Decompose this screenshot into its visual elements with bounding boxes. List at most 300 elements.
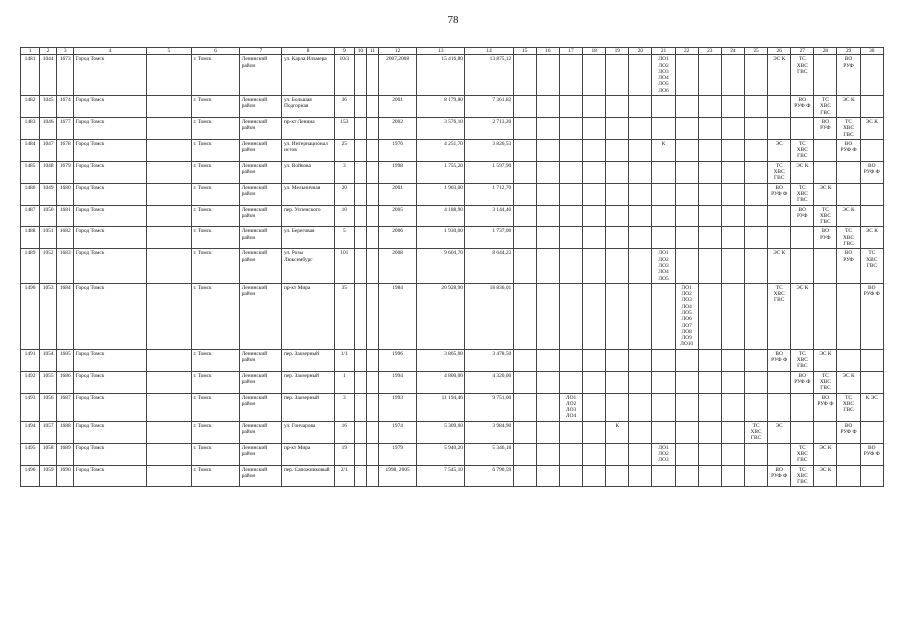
table-cell-col-16 xyxy=(536,227,559,249)
table-cell-col-11 xyxy=(366,249,378,283)
table-cell-col-10 xyxy=(354,393,366,421)
table-cell-col-9: 1/1 xyxy=(334,349,354,371)
column-number-25: 25 xyxy=(744,48,767,55)
table-cell-col-17 xyxy=(559,349,582,371)
table-cell-col-27: ТС ХВС ГВС xyxy=(791,465,814,487)
table-cell-col-6: г. Томск xyxy=(191,227,239,249)
table-cell-col-23 xyxy=(698,55,721,96)
table-cell-col-26: ЭС xyxy=(768,421,791,443)
table-cell-col-10 xyxy=(354,227,366,249)
table-cell-col-2: 1047 xyxy=(40,139,57,161)
table-cell-col-25: ТС ХВС ГВС xyxy=(744,421,767,443)
table-cell-col-1: 1495 xyxy=(21,443,40,465)
table-cell-col-14: 8 644,23 xyxy=(465,249,513,283)
table-cell-col-27 xyxy=(791,117,814,139)
table-cell-col-9: 20 xyxy=(334,183,354,205)
table-cell-col-20 xyxy=(629,139,652,161)
table-cell-col-27 xyxy=(791,249,814,283)
table-cell-col-7: Ленинский район xyxy=(240,249,282,283)
table-cell-col-7: Ленинский район xyxy=(240,393,282,421)
table-cell-col-24 xyxy=(721,55,744,96)
table-cell-col-16 xyxy=(536,139,559,161)
register-rows xyxy=(21,55,884,487)
table-cell-col-11 xyxy=(366,465,378,487)
table-cell-col-19 xyxy=(606,227,629,249)
table-cell-col-17 xyxy=(559,227,582,249)
table-cell-col-29: ВО РУФ xyxy=(837,249,860,283)
table-cell-col-27: ТС ХВС ГВС xyxy=(791,183,814,205)
table-cell-col-15 xyxy=(513,421,536,443)
table-cell-col-15 xyxy=(513,96,536,118)
table-cell-col-14: 4 320,00 xyxy=(465,371,513,393)
table-cell-col-8: ул. Карла Ильмера xyxy=(282,55,334,96)
table-cell-col-15 xyxy=(513,393,536,421)
table-cell-col-12: 2008 xyxy=(378,249,416,283)
table-cell-col-23 xyxy=(698,139,721,161)
table-cell-col-23 xyxy=(698,465,721,487)
table-cell-col-5 xyxy=(146,371,191,393)
table-cell-col-29 xyxy=(837,283,860,349)
table-cell-col-25 xyxy=(744,183,767,205)
table-cell-col-2: 1052 xyxy=(40,249,57,283)
table-cell-col-19 xyxy=(606,205,629,227)
table-cell-col-4: Город Томск xyxy=(74,139,146,161)
table-cell-col-25 xyxy=(744,205,767,227)
table-cell-col-24 xyxy=(721,465,744,487)
table-cell-col-17 xyxy=(559,249,582,283)
table-cell-col-10 xyxy=(354,249,366,283)
table-cell-col-6: г. Томск xyxy=(191,55,239,96)
table-cell-col-18 xyxy=(583,227,606,249)
table-cell-col-11 xyxy=(366,283,378,349)
table-cell-col-15 xyxy=(513,349,536,371)
table-cell-col-30 xyxy=(860,371,883,393)
table-cell-col-20 xyxy=(629,283,652,349)
table-cell-col-12: 2007,2008 xyxy=(378,55,416,96)
table-cell-col-19 xyxy=(606,96,629,118)
table-cell-col-21 xyxy=(652,117,675,139)
table-cell-col-3: 1678 xyxy=(57,139,74,161)
table-cell-col-6: г. Томск xyxy=(191,349,239,371)
table-cell-col-26: ЭС К xyxy=(768,55,791,96)
table-row xyxy=(21,249,884,283)
column-number-27: 27 xyxy=(791,48,814,55)
table-cell-col-13: 3 576,10 xyxy=(417,117,465,139)
table-cell-col-2: 1056 xyxy=(40,393,57,421)
table-cell-col-25 xyxy=(744,139,767,161)
table-cell-col-7: Ленинский район xyxy=(240,371,282,393)
table-cell-col-1: 1490 xyxy=(21,283,40,349)
table-cell-col-1: 1488 xyxy=(21,227,40,249)
table-cell-col-14: 7 361,82 xyxy=(465,96,513,118)
table-cell-col-7: Ленинский район xyxy=(240,183,282,205)
table-cell-col-17 xyxy=(559,139,582,161)
table-cell-col-14: 1 737,00 xyxy=(465,227,513,249)
table-cell-col-15 xyxy=(513,161,536,183)
column-number-17: 17 xyxy=(559,48,582,55)
table-cell-col-13: 5 940,20 xyxy=(417,443,465,465)
table-cell-col-4: Город Томск xyxy=(74,183,146,205)
table-cell-col-18 xyxy=(583,183,606,205)
table-cell-col-10 xyxy=(354,443,366,465)
table-cell-col-16 xyxy=(536,393,559,421)
table-cell-col-8: пер. Успенского xyxy=(282,205,334,227)
table-cell-col-25 xyxy=(744,371,767,393)
table-cell-col-15 xyxy=(513,227,536,249)
table-cell-col-27: ТС ХВС ГВС xyxy=(791,443,814,465)
table-cell-col-29 xyxy=(837,443,860,465)
table-cell-col-19 xyxy=(606,161,629,183)
table-cell-col-22 xyxy=(675,371,698,393)
table-cell-col-19 xyxy=(606,443,629,465)
table-cell-col-17 xyxy=(559,283,582,349)
table-cell-col-4: Город Томск xyxy=(74,249,146,283)
table-cell-col-24 xyxy=(721,183,744,205)
table-cell-col-23 xyxy=(698,349,721,371)
table-cell-col-11 xyxy=(366,117,378,139)
table-cell-col-5 xyxy=(146,55,191,96)
table-cell-col-30: ТС ХВС ГВС xyxy=(860,249,883,283)
table-cell-col-21: ЛО1 ЛО2 ЛО3 ЛО4 ЛО5 ЛО6 xyxy=(652,55,675,96)
table-cell-col-16 xyxy=(536,55,559,96)
table-cell-col-27: ЭС К xyxy=(791,161,814,183)
table-cell-col-28: ВО РУФ xyxy=(814,227,837,249)
table-cell-col-22 xyxy=(675,161,698,183)
table-cell-col-24 xyxy=(721,205,744,227)
table-cell-col-11 xyxy=(366,443,378,465)
table-cell-col-5 xyxy=(146,227,191,249)
table-cell-col-20 xyxy=(629,161,652,183)
table-cell-col-29: ВО РУФ Ф xyxy=(837,421,860,443)
table-cell-col-2: 1055 xyxy=(40,371,57,393)
table-cell-col-7: Ленинский район xyxy=(240,421,282,443)
table-row xyxy=(21,117,884,139)
table-cell-col-13: 1 930,00 xyxy=(417,227,465,249)
table-cell-col-11 xyxy=(366,161,378,183)
table-row xyxy=(21,283,884,349)
table-cell-col-13: 4 251,70 xyxy=(417,139,465,161)
table-cell-col-6: г. Томск xyxy=(191,283,239,349)
table-cell-col-26: ТС ХВС ГВС xyxy=(768,283,791,349)
table-cell-col-11 xyxy=(366,393,378,421)
table-cell-col-20 xyxy=(629,371,652,393)
table-cell-col-9: 2/1 xyxy=(334,465,354,487)
table-cell-col-21: ЛО1 ЛО2 ЛО3 ЛО4 ЛО5 xyxy=(652,249,675,283)
table-cell-col-20 xyxy=(629,465,652,487)
table-cell-col-30 xyxy=(860,96,883,118)
table-cell-col-15 xyxy=(513,283,536,349)
table-cell-col-11 xyxy=(366,183,378,205)
table-cell-col-30 xyxy=(860,349,883,371)
table-cell-col-27 xyxy=(791,227,814,249)
table-cell-col-22 xyxy=(675,227,698,249)
table-cell-col-30: К ЭС xyxy=(860,393,883,421)
table-cell-col-18 xyxy=(583,393,606,421)
table-cell-col-7: Ленинский район xyxy=(240,283,282,349)
table-cell-col-23 xyxy=(698,393,721,421)
table-cell-col-13: 1 903,00 xyxy=(417,183,465,205)
table-cell-col-12: 2001 xyxy=(378,183,416,205)
table-cell-col-11 xyxy=(366,349,378,371)
table-cell-col-15 xyxy=(513,465,536,487)
table-cell-col-29: ВО РУФ Ф xyxy=(837,139,860,161)
table-cell-col-7: Ленинский район xyxy=(240,161,282,183)
table-cell-col-18 xyxy=(583,371,606,393)
table-cell-col-2: 1059 xyxy=(40,465,57,487)
table-cell-col-28: ТС ХВС ГВС xyxy=(814,205,837,227)
table-cell-col-21 xyxy=(652,371,675,393)
table-cell-col-15 xyxy=(513,249,536,283)
table-cell-col-9: 19 xyxy=(334,443,354,465)
table-cell-col-30 xyxy=(860,55,883,96)
table-cell-col-12: 1998 xyxy=(378,161,416,183)
table-row xyxy=(21,139,884,161)
table-cell-col-12: 1979 xyxy=(378,443,416,465)
table-cell-col-21 xyxy=(652,349,675,371)
table-cell-col-3: 1689 xyxy=(57,443,74,465)
table-cell-col-4: Город Томск xyxy=(74,421,146,443)
column-number-6: 6 xyxy=(191,48,239,55)
table-cell-col-5 xyxy=(146,349,191,371)
column-number-20: 20 xyxy=(629,48,652,55)
table-cell-col-2: 1048 xyxy=(40,161,57,183)
table-cell-col-10 xyxy=(354,421,366,443)
table-row xyxy=(21,227,884,249)
column-number-18: 18 xyxy=(583,48,606,55)
table-cell-col-7: Ленинский район xyxy=(240,443,282,465)
table-cell-col-25 xyxy=(744,443,767,465)
table-cell-col-18 xyxy=(583,139,606,161)
table-cell-col-22 xyxy=(675,349,698,371)
column-number-30: 30 xyxy=(860,48,883,55)
table-cell-col-17 xyxy=(559,421,582,443)
table-cell-col-2: 1045 xyxy=(40,96,57,118)
table-cell-col-1: 1494 xyxy=(21,421,40,443)
table-cell-col-10 xyxy=(354,183,366,205)
table-cell-col-29: ВО РУФ xyxy=(837,55,860,96)
table-cell-col-26: ЭС xyxy=(768,139,791,161)
table-cell-col-19 xyxy=(606,393,629,421)
table-cell-col-29: ЭС К xyxy=(837,371,860,393)
table-cell-col-23 xyxy=(698,117,721,139)
table-cell-col-13: 4 188,90 xyxy=(417,205,465,227)
table-cell-col-3: 1684 xyxy=(57,283,74,349)
table-cell-col-9: 1 xyxy=(334,371,354,393)
table-cell-col-5 xyxy=(146,393,191,421)
table-cell-col-30 xyxy=(860,465,883,487)
table-cell-col-5 xyxy=(146,161,191,183)
table-cell-col-28: ВО РУФ Ф xyxy=(814,393,837,421)
table-cell-col-18 xyxy=(583,465,606,487)
table-cell-col-1: 1489 xyxy=(21,249,40,283)
table-cell-col-7: Ленинский район xyxy=(240,139,282,161)
table-cell-col-23 xyxy=(698,249,721,283)
table-cell-col-3: 1681 xyxy=(57,205,74,227)
table-cell-col-12: 2002 xyxy=(378,117,416,139)
table-cell-col-14: 1 712,70 xyxy=(465,183,513,205)
table-cell-col-6: г. Томск xyxy=(191,183,239,205)
table-cell-col-21 xyxy=(652,393,675,421)
table-cell-col-17 xyxy=(559,117,582,139)
table-cell-col-14: 13 875,12 xyxy=(465,55,513,96)
table-row xyxy=(21,393,884,421)
table-cell-col-16 xyxy=(536,465,559,487)
table-cell-col-6: г. Томск xyxy=(191,139,239,161)
column-number-12: 12 xyxy=(378,48,416,55)
table-cell-col-21 xyxy=(652,421,675,443)
table-cell-col-9: 10 xyxy=(334,205,354,227)
table-cell-col-4: Город Томск xyxy=(74,96,146,118)
column-number-5: 5 xyxy=(146,48,191,55)
table-cell-col-24 xyxy=(721,443,744,465)
table-cell-col-7: Ленинский район xyxy=(240,55,282,96)
column-number-2: 2 xyxy=(40,48,57,55)
column-number-16: 16 xyxy=(536,48,559,55)
table-cell-col-26 xyxy=(768,371,791,393)
table-cell-col-15 xyxy=(513,139,536,161)
table-cell-col-26: ВО РУФ Ф xyxy=(768,465,791,487)
table-cell-col-3: 1682 xyxy=(57,227,74,249)
table-cell-col-3: 1687 xyxy=(57,393,74,421)
table-cell-col-28 xyxy=(814,421,837,443)
table-cell-col-6: г. Томск xyxy=(191,205,239,227)
table-cell-col-7: Ленинский район xyxy=(240,96,282,118)
table-cell-col-19 xyxy=(606,183,629,205)
table-cell-col-23 xyxy=(698,421,721,443)
table-cell-col-19 xyxy=(606,249,629,283)
table-cell-col-9: 3 xyxy=(334,393,354,421)
table-cell-col-14: 3 984,90 xyxy=(465,421,513,443)
table-cell-col-8: пер. Заозерный xyxy=(282,349,334,371)
column-number-14: 14 xyxy=(465,48,513,55)
table-cell-col-22 xyxy=(675,249,698,283)
table-cell-col-30: ВО РУФ Ф xyxy=(860,443,883,465)
column-number-24: 24 xyxy=(721,48,744,55)
table-cell-col-14: 6 790,59 xyxy=(465,465,513,487)
table-cell-col-16 xyxy=(536,183,559,205)
table-cell-col-2: 1050 xyxy=(40,205,57,227)
table-cell-col-16 xyxy=(536,249,559,283)
table-cell-col-22 xyxy=(675,183,698,205)
table-cell-col-22 xyxy=(675,55,698,96)
table-cell-col-19: К xyxy=(606,421,629,443)
table-cell-col-10 xyxy=(354,139,366,161)
table-cell-col-14: 18 836,01 xyxy=(465,283,513,349)
table-cell-col-28: ТС ХВС ГВС xyxy=(814,96,837,118)
table-cell-col-15 xyxy=(513,55,536,96)
table-cell-col-8: пер. Заозерный xyxy=(282,393,334,421)
table-cell-col-1: 1485 xyxy=(21,161,40,183)
table-cell-col-26 xyxy=(768,205,791,227)
table-cell-col-14: 5 346,18 xyxy=(465,443,513,465)
table-cell-col-3: 1683 xyxy=(57,249,74,283)
table-cell-col-29: ТС ХВС ГВС xyxy=(837,393,860,421)
table-cell-col-14: 3 478,50 xyxy=(465,349,513,371)
table-cell-col-23 xyxy=(698,443,721,465)
table-cell-col-13: 11 194,46 xyxy=(417,393,465,421)
table-cell-col-9: 10/3 xyxy=(334,55,354,96)
table-cell-col-11 xyxy=(366,227,378,249)
table-cell-col-6: г. Томск xyxy=(191,393,239,421)
column-number-7: 7 xyxy=(240,48,282,55)
table-cell-col-18 xyxy=(583,349,606,371)
table-cell-col-26: ЭС К xyxy=(768,249,791,283)
table-cell-col-1: 1486 xyxy=(21,183,40,205)
table-cell-col-14: 2 713,20 xyxy=(465,117,513,139)
table-cell-col-1: 1491 xyxy=(21,349,40,371)
table-cell-col-1: 1492 xyxy=(21,371,40,393)
table-cell-col-28: ЭС К xyxy=(814,465,837,487)
table-cell-col-22 xyxy=(675,117,698,139)
table-cell-col-28: ЭС К xyxy=(814,349,837,371)
table-cell-col-2: 1053 xyxy=(40,283,57,349)
table-cell-col-12: 2005 xyxy=(378,205,416,227)
table-cell-col-1: 1482 xyxy=(21,96,40,118)
table-cell-col-22 xyxy=(675,205,698,227)
table-cell-col-28 xyxy=(814,249,837,283)
table-row xyxy=(21,205,884,227)
table-cell-col-15 xyxy=(513,205,536,227)
table-cell-col-24 xyxy=(721,249,744,283)
table-cell-col-24 xyxy=(721,161,744,183)
table-cell-col-25 xyxy=(744,349,767,371)
table-row xyxy=(21,349,884,371)
table-cell-col-26 xyxy=(768,443,791,465)
table-cell-col-18 xyxy=(583,55,606,96)
table-cell-col-25 xyxy=(744,393,767,421)
table-cell-col-18 xyxy=(583,96,606,118)
table-cell-col-18 xyxy=(583,117,606,139)
table-cell-col-13: 15 416,80 xyxy=(417,55,465,96)
table-cell-col-30 xyxy=(860,205,883,227)
table-cell-col-12: 2001 xyxy=(378,96,416,118)
table-cell-col-28: ТС ХВС ГВС xyxy=(814,371,837,393)
column-number-28: 28 xyxy=(814,48,837,55)
table-cell-col-10 xyxy=(354,96,366,118)
table-cell-col-20 xyxy=(629,117,652,139)
table-cell-col-13: 7 545,10 xyxy=(417,465,465,487)
column-number-8: 8 xyxy=(282,48,334,55)
table-cell-col-10 xyxy=(354,465,366,487)
column-number-26: 26 xyxy=(768,48,791,55)
table-cell-col-14: 3 144,40 xyxy=(465,205,513,227)
table-cell-col-16 xyxy=(536,117,559,139)
table-cell-col-4: Город Томск xyxy=(74,161,146,183)
table-cell-col-8: ул. Розы Люксембург xyxy=(282,249,334,283)
table-cell-col-1: 1496 xyxy=(21,465,40,487)
table-cell-col-17 xyxy=(559,161,582,183)
table-cell-col-23 xyxy=(698,161,721,183)
table-cell-col-4: Город Томск xyxy=(74,55,146,96)
table-cell-col-5 xyxy=(146,183,191,205)
table-cell-col-12: 1994 xyxy=(378,371,416,393)
table-cell-col-12: 2006 xyxy=(378,227,416,249)
table-cell-col-28 xyxy=(814,161,837,183)
table-cell-col-24 xyxy=(721,283,744,349)
table-cell-col-28: ЭС К xyxy=(814,443,837,465)
table-cell-col-23 xyxy=(698,96,721,118)
table-cell-col-10 xyxy=(354,371,366,393)
column-number-21: 21 xyxy=(652,48,675,55)
table-row xyxy=(21,443,884,465)
table-cell-col-13: 1 755,20 xyxy=(417,161,465,183)
table-cell-col-11 xyxy=(366,371,378,393)
table-cell-col-1: 1481 xyxy=(21,55,40,96)
table-cell-col-20 xyxy=(629,205,652,227)
table-cell-col-25 xyxy=(744,117,767,139)
table-cell-col-7: Ленинский район xyxy=(240,227,282,249)
table-cell-col-23 xyxy=(698,183,721,205)
